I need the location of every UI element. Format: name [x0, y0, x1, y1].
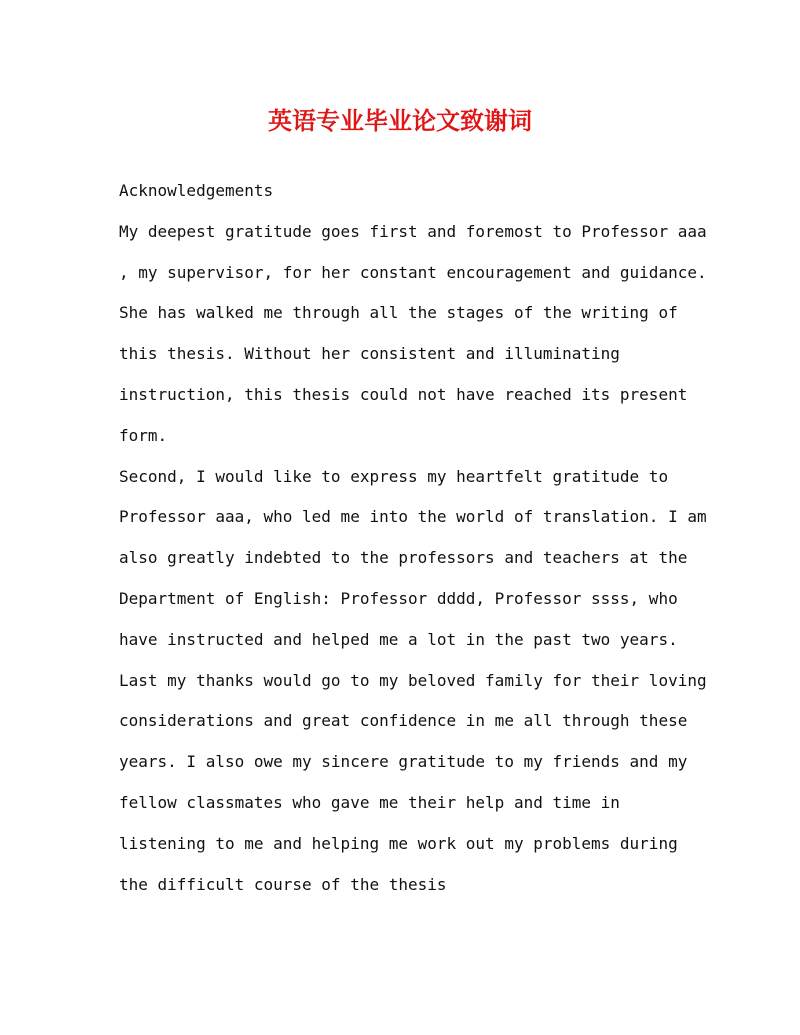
body-line: Second, I would like to express my heartfelt gratitude to — [119, 466, 669, 486]
body-line: Professor aaa, who led me into the world of translation. I am — [119, 507, 707, 527]
document-title: 英语专业毕业论文致谢词 — [268, 106, 532, 135]
body-line: have instructed and helped me a lot in the past two years. — [119, 629, 678, 649]
body-line: Last my thanks would go to my beloved family for their loving — [119, 670, 707, 690]
document-body — [119, 176, 719, 910]
body-line: years. I also owe my sincere gratitude to my friends and my — [119, 752, 688, 772]
body-line: listening to me and helping me work out my problems during — [119, 833, 678, 853]
body-line: She has walked me through all the stages of the writing of — [119, 303, 678, 323]
body-line: this thesis. Without her consistent and illuminating — [119, 344, 620, 364]
body-line: instruction, this thesis could not have reached its present — [119, 384, 688, 404]
body-line: fellow classmates who gave me their help and time in — [119, 792, 620, 812]
body-line: considerations and great confidence in me all through these — [119, 711, 688, 731]
body-line: form. — [119, 425, 168, 445]
body-line: , my supervisor, for her constant encouragement and guidance. — [119, 262, 707, 282]
body-line: Department of English: Professor dddd, Professor ssss, who — [119, 588, 678, 608]
body-line: the difficult course of the thesis — [119, 874, 447, 894]
body-line: also greatly indebted to the professors and teachers at the — [119, 548, 688, 568]
body-line: My deepest gratitude goes first and foremost to Professor aaa — [119, 221, 707, 241]
body-line: Acknowledgements — [119, 181, 274, 200]
